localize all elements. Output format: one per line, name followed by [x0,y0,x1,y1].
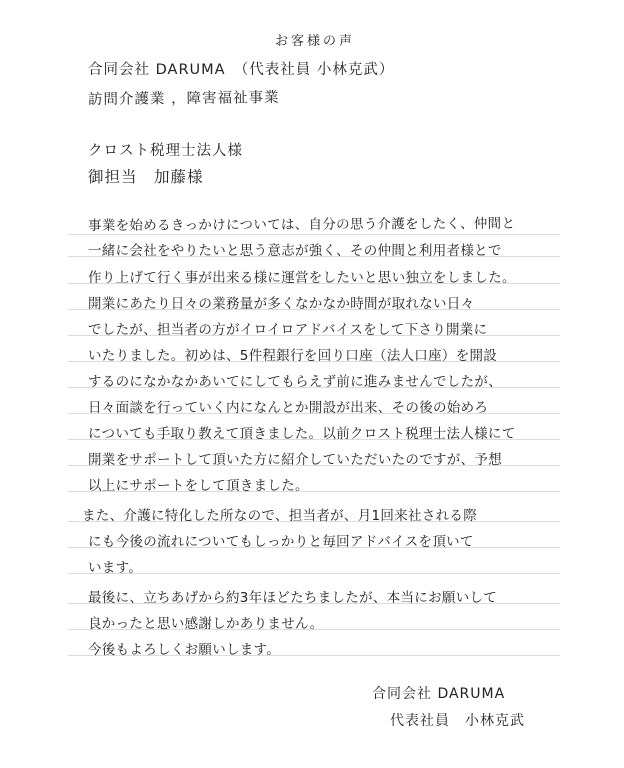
body-line: いたりました。初めは、5件程銀行を回り口座（法人口座）を開設 [88,348,498,364]
body-line: 今後もよろしくお願いします。 [88,642,281,658]
signature-company: 合同会社 DARUMA [372,686,506,702]
body-line: 作り上げて行く事が出来る様に運営をしたいと思い独立をしました。 [88,270,516,286]
letter-title: お客様の声 [275,34,356,49]
body-line: また、介護に特化した所なので、担当者が、月1回来社される際 [82,508,478,524]
body-line: 最後に、立ちあげから約3年ほどたちましたが、本当にお願いして [88,590,498,606]
recipient-person: 御担当 加藤様 [88,168,204,186]
body-line: 日々面談を行っていく内になんとか開設が出来、その後の始めろ [88,400,489,416]
signature-name: 代表社員 小林克武 [390,713,525,729]
body-line: についても手取り教えて頂きました。以前クロスト税理士法人様にて [88,426,516,442]
body-line: 事業を始めるきっかけについては、自分の思う介護をしたく、仲間と [87,215,516,234]
body-line: するのになかなかあいてにしてもらえず前に進みませんでしたが、 [88,374,502,390]
body-line: 以上にサポートをして頂きました。 [88,478,309,494]
sender-company: 合同会社 DARUMA （代表社員 小林克武） [88,62,395,78]
body-line: にも今後の流れについてもしっかりと毎回アドバイスを頂いて [88,534,474,550]
line-rule [68,234,560,235]
body-line: 開業をサポートして頂いた方に紹介していただいたのですが、予想 [88,452,502,468]
body-line: 良かったと思い感謝しかありません。 [88,616,324,632]
body-line: 一緒に会社をやりたいと思う意志が強く、その仲間と利用者様とで [88,243,502,259]
body-line: でしたが、担当者の方がイロイロアドバイスをして下さり開業に [88,322,488,338]
body-line: 開業にあたり日々の業務量が多くなかなか時間が取れない日々 [88,296,475,312]
sender-business: 訪問介護業 ，障害福祉事業 [87,89,280,108]
recipient-firm: クロスト税理士法人様 [88,143,243,159]
body-line: います。 [88,560,143,576]
